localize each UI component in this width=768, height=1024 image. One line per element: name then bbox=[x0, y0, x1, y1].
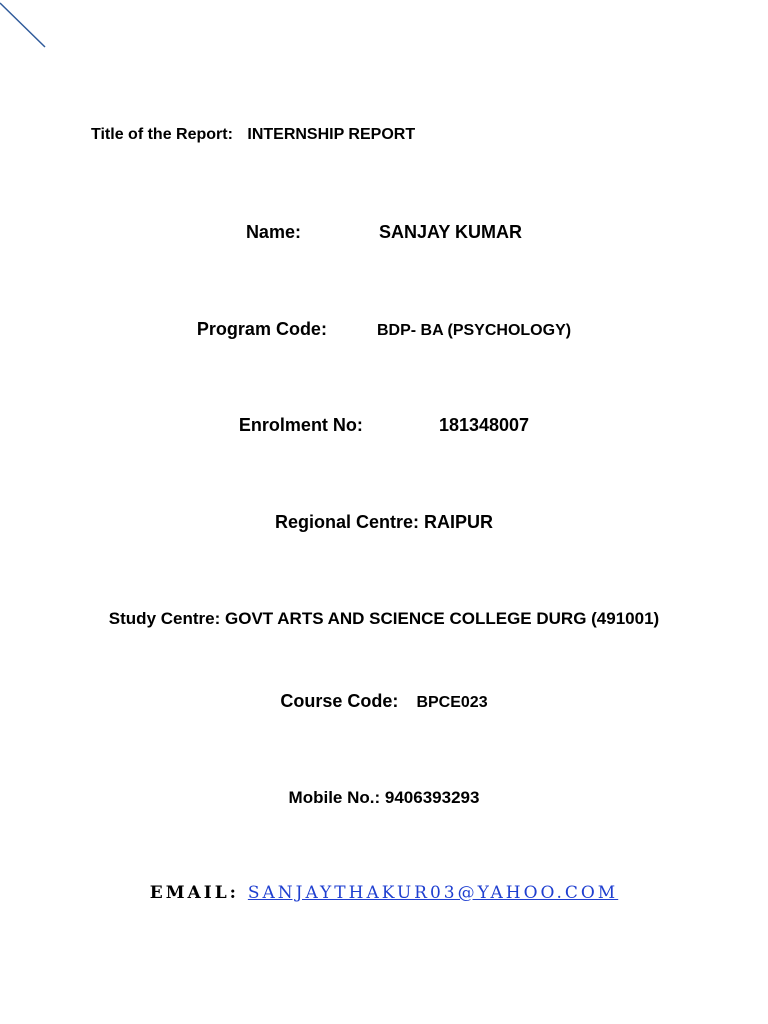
name-row bbox=[0, 222, 768, 243]
email-row bbox=[0, 883, 768, 903]
course-label: Course Code: bbox=[280, 691, 399, 711]
mobile-row bbox=[0, 788, 768, 808]
mobile-value: 9406393293 bbox=[384, 788, 480, 807]
program-value: BDP- BA (PSYCHOLOGY) bbox=[376, 322, 572, 339]
enrolment-value: 181348007 bbox=[438, 415, 530, 435]
name-label: Name: bbox=[245, 222, 301, 242]
report-title-row bbox=[91, 126, 415, 144]
mobile-label: Mobile No.: bbox=[288, 788, 381, 807]
regional-value: RAIPUR bbox=[424, 512, 494, 532]
program-label: Program Code: bbox=[196, 319, 327, 339]
study-row bbox=[0, 609, 768, 629]
enrolment-label: Enrolment No: bbox=[238, 415, 363, 435]
report-title-value: INTERNSHIP REPORT bbox=[247, 126, 416, 143]
name-value: SANJAY KUMAR bbox=[379, 222, 523, 242]
corner-decoration-line bbox=[0, 0, 60, 60]
course-row bbox=[0, 691, 768, 712]
report-title-label: Title of the Report: bbox=[91, 126, 233, 143]
course-value: BPCE023 bbox=[416, 694, 488, 711]
email-link[interactable]: SANJAYTHAKUR03@YAHOO.COM bbox=[247, 883, 619, 903]
regional-label: Regional Centre: bbox=[274, 512, 419, 532]
enrolment-row bbox=[0, 415, 768, 436]
study-label: Study Centre: bbox=[108, 609, 221, 628]
email-label: EMAIL: bbox=[149, 883, 239, 903]
regional-row bbox=[0, 512, 768, 533]
program-row bbox=[0, 319, 768, 340]
study-value: GOVT ARTS AND SCIENCE COLLEGE DURG (491001) bbox=[225, 609, 660, 628]
